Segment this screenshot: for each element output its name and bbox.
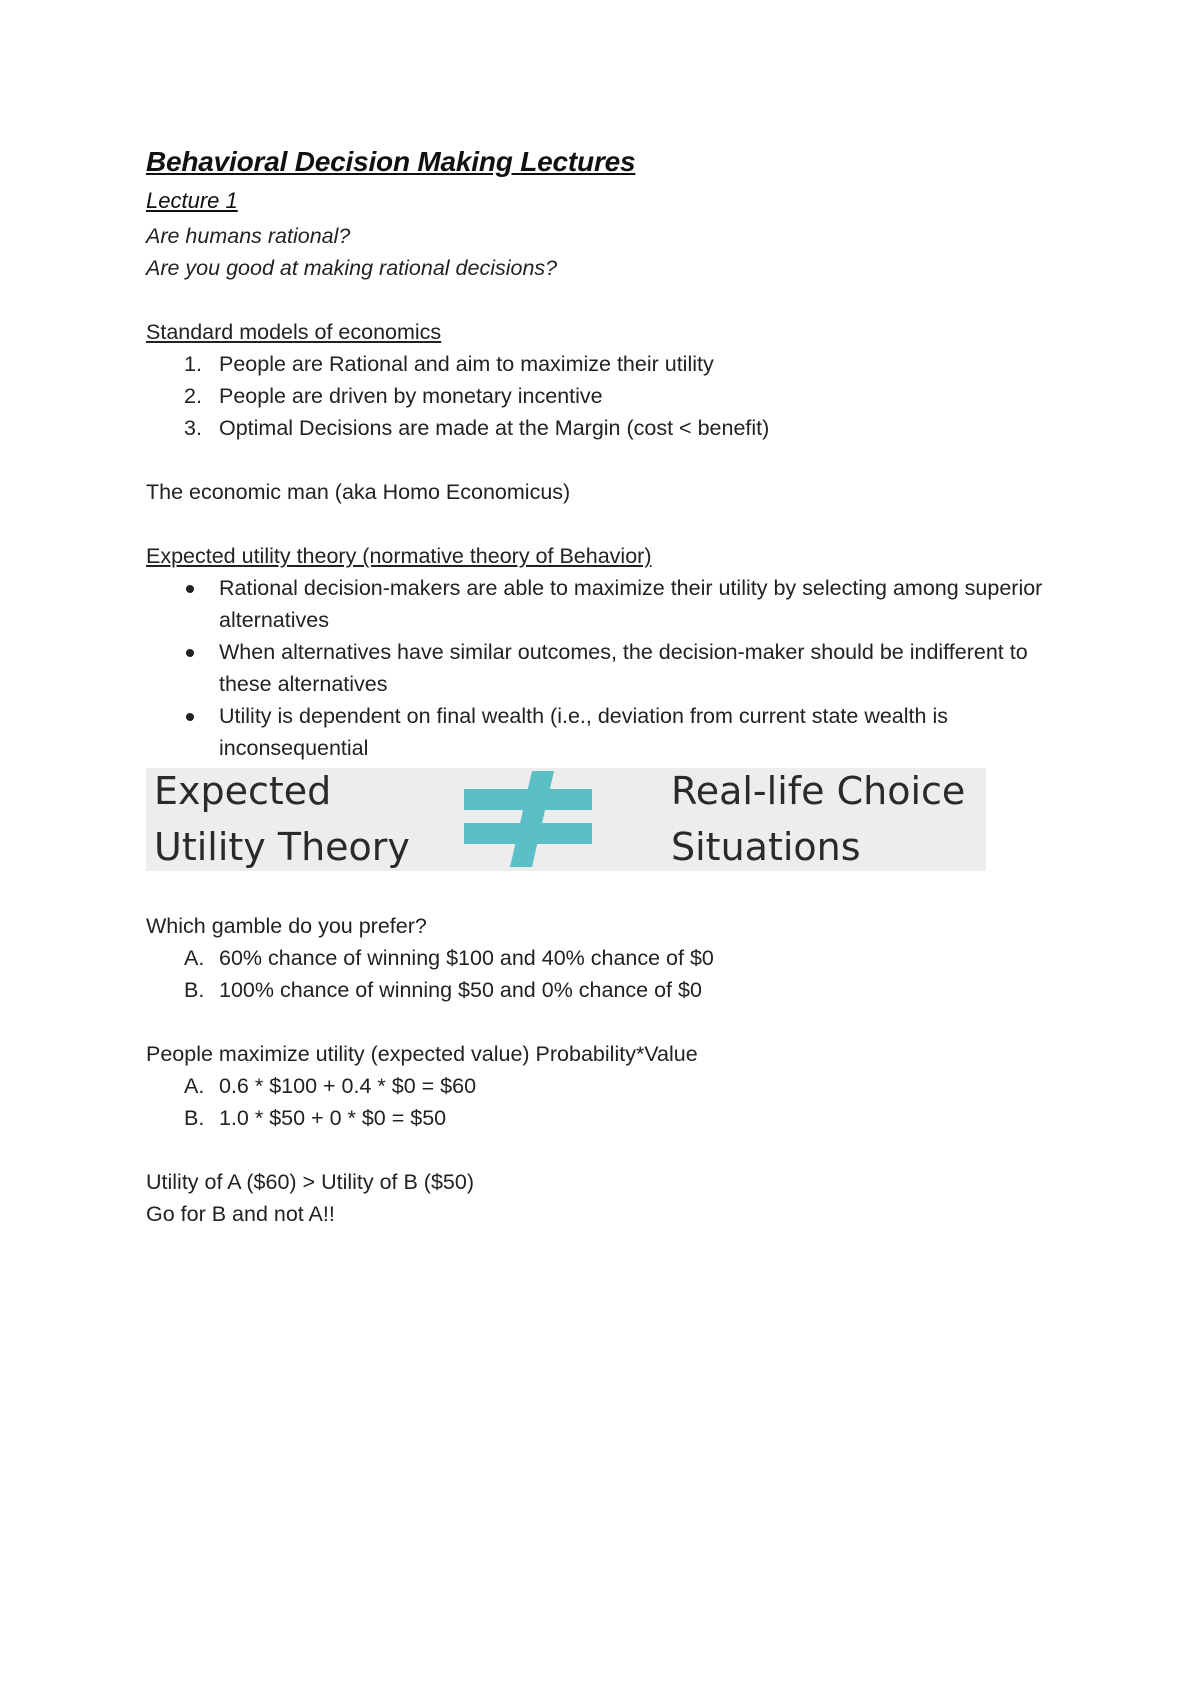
- banner-right-line: Situations: [671, 825, 861, 869]
- bullet-item-text: When alternatives have similar outcomes, the decision-maker should be indifferent to these alternatives: [219, 640, 1028, 696]
- list-item-text: Optimal Decisions are made at the Margin (cost < benefit): [219, 416, 770, 440]
- not-equal-icon: [464, 769, 598, 869]
- list-item-text: 100% chance of winning $50 and 0% chance of $0: [219, 978, 702, 1002]
- lecture-heading: Lecture 1: [146, 188, 238, 213]
- question-line: Are you good at making rational decisions?: [146, 256, 558, 280]
- economic-man-line: The economic man (aka Homo Economicus): [146, 480, 571, 504]
- list-marker: 1.: [184, 352, 202, 376]
- expected-utility-heading: Expected utility theory (normative theory of Behavior): [146, 544, 652, 568]
- conclusion-line: Go for B and not A!!: [146, 1202, 335, 1226]
- banner-right-text: [671, 763, 965, 875]
- banner-left-line: Utility Theory: [154, 825, 410, 869]
- list-item-text: 0.6 * $100 + 0.4 * $0 = $60: [219, 1074, 477, 1098]
- banner-left-line: Expected: [154, 769, 332, 813]
- question-line: Are humans rational?: [146, 224, 351, 248]
- bullet-icon: [186, 649, 194, 657]
- list-marker: A.: [184, 946, 205, 970]
- bullet-icon: [186, 713, 194, 721]
- standard-models-heading: Standard models of economics: [146, 320, 442, 344]
- list-item-text: 1.0 * $50 + 0 * $0 = $50: [219, 1106, 447, 1130]
- comparison-banner: [146, 768, 986, 871]
- bullet-icon: [186, 585, 194, 593]
- list-item-text: People are driven by monetary incentive: [219, 384, 603, 408]
- slash-stroke: [510, 771, 554, 867]
- bullet-item-text: Utility is dependent on final wealth (i.e., deviation from current state wealth is inconsequential: [219, 704, 948, 760]
- banner-left-text: [154, 763, 410, 875]
- list-item-text: People are Rational and aim to maximize their utility: [219, 352, 714, 376]
- list-marker: B.: [184, 1106, 205, 1130]
- list-item-text: 60% chance of winning $100 and 40% chance of $0: [219, 946, 714, 970]
- gamble-question: Which gamble do you prefer?: [146, 914, 427, 938]
- bullet-item-text: Rational decision-makers are able to maximize their utility by selecting among superior alternatives: [219, 576, 1043, 632]
- banner-right-line: Real-life Choice: [671, 769, 966, 813]
- list-marker: A.: [184, 1074, 205, 1098]
- list-marker: 2.: [184, 384, 202, 408]
- list-marker: 3.: [184, 416, 202, 440]
- document-title: Behavioral Decision Making Lectures: [146, 146, 636, 177]
- list-marker: B.: [184, 978, 205, 1002]
- conclusion-line: Utility of A ($60) > Utility of B ($50): [146, 1170, 475, 1194]
- utility-heading: People maximize utility (expected value) Probability*Value: [146, 1042, 698, 1066]
